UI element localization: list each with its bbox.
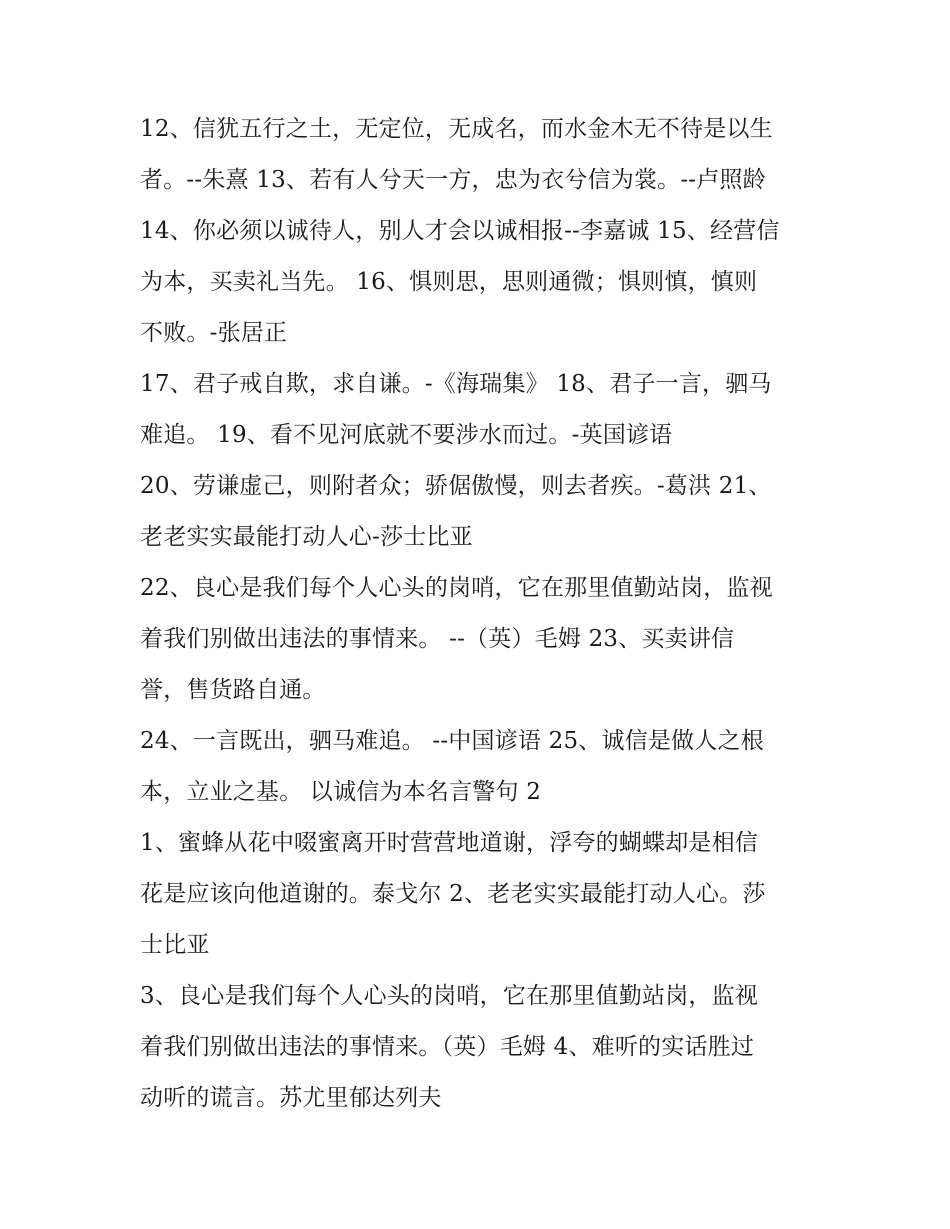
text-line: 20、劳谦虚己，则附者众；骄倨傲慢，则去者疾。-葛洪 21、 xyxy=(140,473,772,499)
text-line: 24、一言既出，驷马难追。 --中国谚语 25、诚信是做人之根 xyxy=(140,728,764,754)
text-line: 着我们别做出违法的事情来。 --（英）毛姆 23、买卖讲信 xyxy=(140,626,735,652)
text-line: 难追。 19、看不见河底就不要涉水而过。-英国谚语 xyxy=(140,422,673,448)
text-line: 22、良心是我们每个人心头的岗哨，它在那里值勤站岗，监视 xyxy=(140,575,773,601)
document-body xyxy=(140,104,830,1124)
text-line: 为本，买卖礼当先。 16、惧则思，思则通微；惧则慎，慎则 xyxy=(140,269,758,295)
text-line: 3、良心是我们每个人心头的岗哨，它在那里值勤站岗，监视 xyxy=(140,983,759,1009)
text-line: 14、你必须以诚待人，别人才会以诚相报--李嘉诚 15、经营信 xyxy=(140,218,780,244)
text-line: 老老实实最能打动人心-莎士比亚 xyxy=(140,524,473,550)
text-line: 1、蜜蜂从花中啜蜜离开时营营地道谢，浮夸的蝴蝶却是相信 xyxy=(140,830,759,856)
text-line: 着我们别做出违法的事情来。（英）毛姆 4、难听的实话胜过 xyxy=(140,1034,755,1060)
text-line: 士比亚 xyxy=(140,932,210,958)
text-line: 动听的谎言。苏尤里郁达列夫 xyxy=(140,1085,442,1111)
text-line: 不败。-张居正 xyxy=(140,320,288,346)
text-line: 本，立业之基。 以诚信为本名言警句 2 xyxy=(140,779,542,805)
text-line: 誉，售货路自通。 xyxy=(140,677,326,703)
text-line: 者。--朱熹 13、若有人兮天一方，忠为衣兮信为裳。--卢照龄 xyxy=(140,167,766,193)
text-line: 12、信犹五行之土，无定位，无成名，而水金木无不待是以生 xyxy=(140,116,773,142)
text-line: 花是应该向他道谢的。泰戈尔 2、老老实实最能打动人心。莎 xyxy=(140,881,766,907)
text-line: 17、君子戒自欺，求自谦。-《海瑞集》 18、君子一言，驷马 xyxy=(140,371,772,397)
